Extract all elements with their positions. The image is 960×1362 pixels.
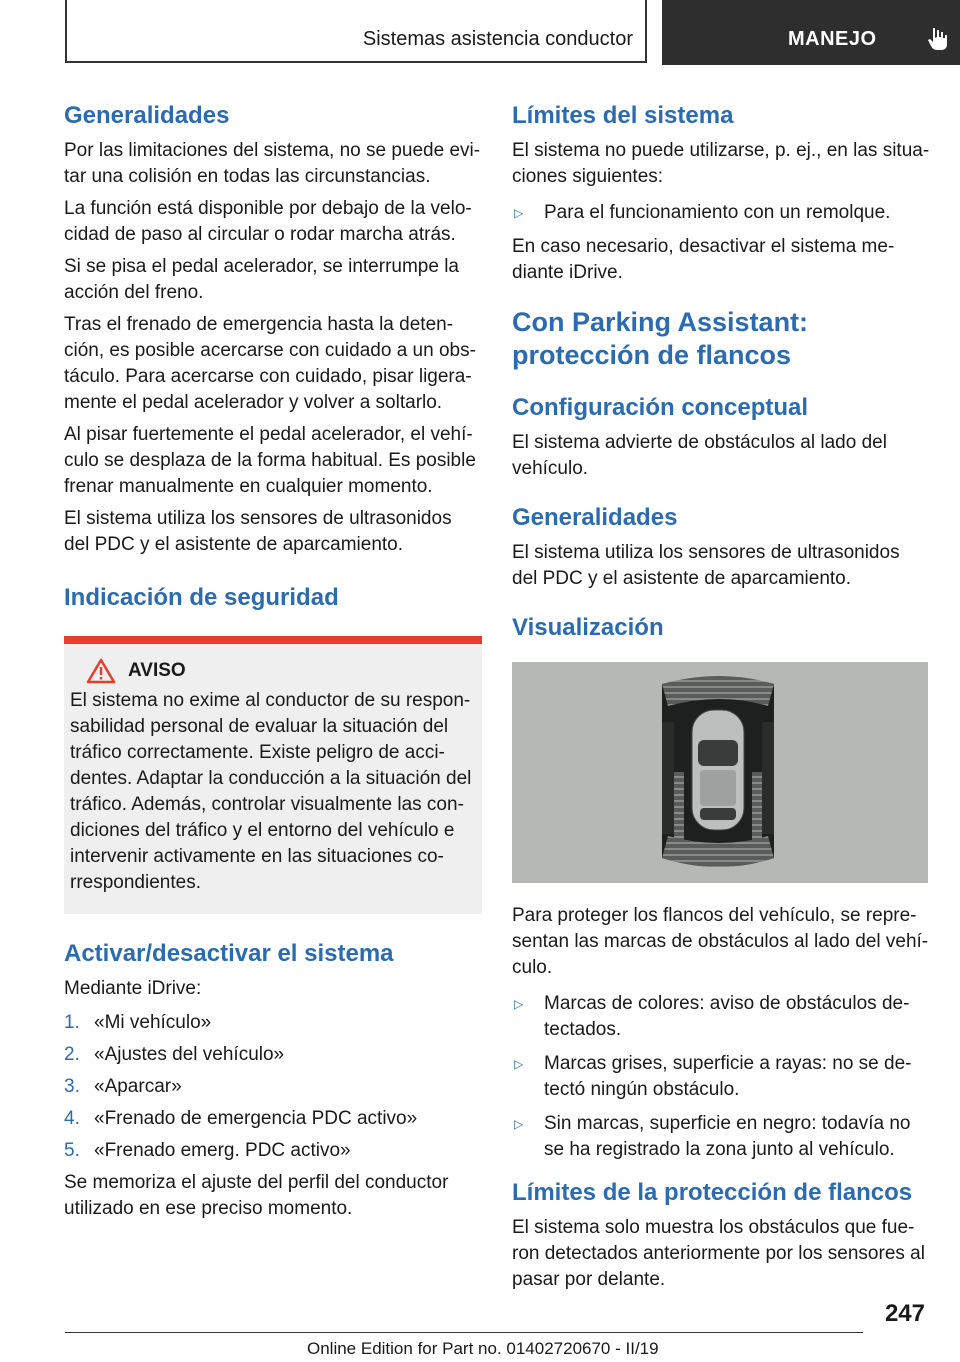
flank-protection-figure [512, 662, 928, 883]
footer-edition: Online Edition for Part no. 01402720670 - II/19 [307, 1339, 659, 1358]
paragraph: En caso necesario, desactivar el sistema me-diante iDrive. [512, 236, 895, 283]
right-column [512, 100, 930, 1293]
heading-generalidades: Generalidades [64, 102, 230, 129]
heading-parking-line1: Con Parking Assistant: [512, 307, 809, 337]
triangle-bullet-icon: ▷ [514, 206, 524, 220]
warning-box [64, 636, 482, 914]
triangle-bullet-icon: ▷ [514, 1057, 524, 1071]
chapter-tab [662, 0, 960, 65]
heading-seguridad: Indicación de seguridad [64, 584, 339, 611]
hand-pointer-icon [924, 24, 954, 54]
paragraph: Mediante iDrive: [64, 978, 202, 999]
paragraph: Se memoriza el ajuste del perfil del conductor utilizado en ese preciso momento. [64, 1172, 449, 1219]
section-title: Sistemas asistencia conductor [362, 28, 633, 50]
warning-text: El sistema no exime al conductor de su respon-sabilidad personal de evaluar la situación del tráfico correctamente. Existe peligro de acci-dentes. Adaptar la conducción a la situación del tráfico. Además, controlar visualmente las con-diciones del tráfico y el entorno del vehículo e intervenir activamente en las situaciones co-rrespondientes. [70, 690, 472, 893]
heading-config: Configuración conceptual [512, 394, 809, 421]
paragraph: Al pisar fuertemente el pedal acelerador, el vehí-culo se desplaza de la forma habitual. Es posible frenar manualmente en cualquier momento. [64, 424, 476, 497]
warning-triangle-icon [86, 658, 116, 684]
list-item: 2. «Ajustes del vehículo» [64, 1044, 285, 1065]
paragraph: El sistema no puede utilizarse, p. ej., en las situa-ciones siguientes: [512, 140, 930, 187]
limits-list [512, 200, 930, 226]
page-number: 247 [884, 1300, 925, 1327]
heading-activar: Activar/desactivar el sistema [64, 940, 394, 967]
paragraph: Si se pisa el pedal acelerador, se interrumpe la acción del freno. [64, 256, 460, 303]
list-item: ▷ Sin marcas, superficie en negro: todavía no se ha registrado la zona junto al vehículo. [512, 1111, 930, 1163]
steps-list [64, 1010, 482, 1164]
list-item: 4. «Frenado de emergencia PDC activo» [64, 1108, 418, 1129]
list-item: 5. «Frenado emerg. PDC activo» [64, 1140, 351, 1161]
heading-limites-proteccion: Límites de la protección de flancos [512, 1179, 913, 1206]
left-column [64, 100, 482, 1222]
heading-parking-line2: protección de flancos [512, 340, 792, 370]
triangle-bullet-icon: ▷ [514, 997, 524, 1011]
paragraph: El sistema solo muestra los obstáculos que fue-ron detectados anteriormente por los sensores al pasar por delante. [512, 1217, 925, 1290]
paragraph: El sistema utiliza los sensores de ultrasonidos del PDC y el asistente de aparcamiento. [64, 508, 452, 555]
list-item: ▷ Marcas de colores: aviso de obstáculos de-tectados. [512, 991, 930, 1043]
visualization-list [512, 991, 930, 1163]
paragraph: La función está disponible por debajo de la velo-cidad de paso al circular o rodar marcha atrás. [64, 198, 472, 245]
footer-divider [65, 1332, 863, 1333]
paragraph: El sistema advierte de obstáculos al lado del vehículo. [512, 432, 887, 479]
paragraph: Por las limitaciones del sistema, no se puede evi-tar una colisión en todas las circunstancias. [64, 140, 481, 187]
chapter-tab-label: MANEJO [788, 28, 877, 50]
parking-view-illustration [512, 662, 928, 883]
paragraph: El sistema utiliza los sensores de ultrasonidos del PDC y el asistente de aparcamiento. [512, 542, 900, 589]
list-item: 1. «Mi vehículo» [64, 1012, 212, 1033]
list-item: 3. «Aparcar» [64, 1076, 182, 1097]
warning-title: AVISO [128, 660, 186, 681]
triangle-bullet-icon: ▷ [514, 1117, 524, 1131]
paragraph: Para proteger los flancos del vehículo, se repre-sentan las marcas de obstáculos al lado del vehí-culo. [512, 905, 929, 978]
heading-limites: Límites del sistema [512, 102, 734, 129]
list-item: ▷ Marcas grises, superficie a rayas: no se de-tectó ningún obstáculo. [512, 1051, 930, 1103]
heading-visualizacion: Visualización [512, 614, 664, 641]
paragraph: Tras el frenado de emergencia hasta la deten-ción, es posible acercarse con cuidado a un obs-táculo. Para acercarse con cuidado, pisar ligera-mente el pedal acelerador y volver a soltarlo. [64, 314, 476, 413]
heading-generalidades-right: Generalidades [512, 504, 678, 531]
list-item: ▷ Para el funcionamiento con un remolque. [512, 200, 930, 226]
header-frame [65, 0, 647, 63]
